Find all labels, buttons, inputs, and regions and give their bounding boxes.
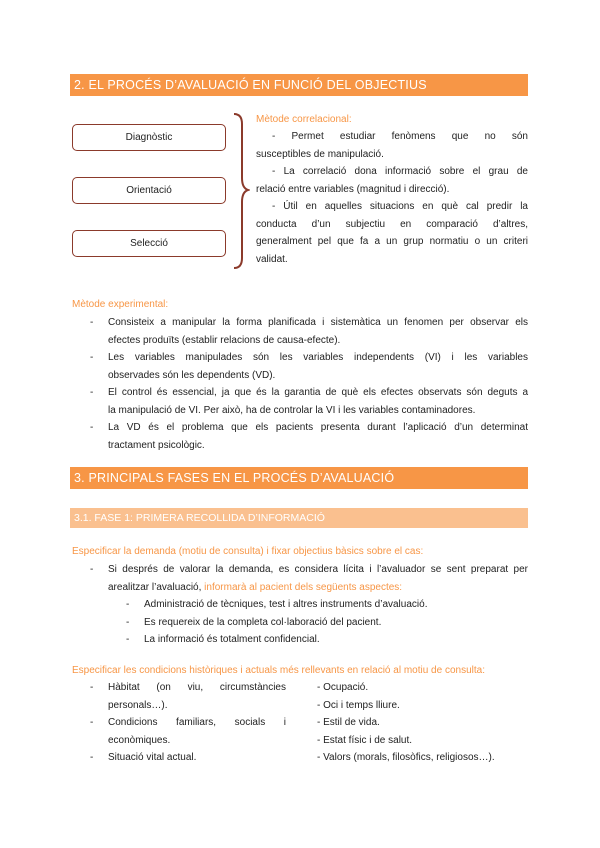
- correlational-line: susceptibles de manipulació.: [256, 148, 384, 160]
- list-item: [72, 419, 528, 454]
- phase-1-heading: 3.1. FASE 1: PRIMERA RECOLLIDA D’INFORMACIÓ: [70, 508, 528, 528]
- experimental-list: [72, 314, 528, 454]
- dash-bullet: -: [90, 564, 94, 575]
- box-orientation: Orientació: [72, 177, 226, 204]
- demand-block: [72, 561, 528, 649]
- list-item-line: efectes produïts (establir relacions de causa-efecte).: [108, 334, 341, 346]
- dash-bullet: -: [126, 599, 130, 610]
- dash-bullet: -: [126, 634, 130, 645]
- correlational-body: [256, 128, 528, 268]
- list-item-line: econòmiques.: [108, 734, 171, 746]
- correlational-line: - Permet estudiar fenòmens que no són: [272, 131, 528, 142]
- sub-list-item-text: La informació és totalment confidencial.: [144, 634, 320, 645]
- box-selection: Selecció: [72, 230, 226, 257]
- sub-list-item: [72, 631, 528, 649]
- list-item: [72, 561, 528, 596]
- list-item: [72, 714, 286, 749]
- list-item-line: El control és essencial, ja que és la garantia de què els efectes observats són deguts a: [108, 387, 528, 398]
- dash-bullet: -: [90, 352, 94, 363]
- list-item-line: observades són les dependents (VD).: [108, 369, 276, 381]
- list-item-line: Consisteix a manipular la forma planificada i sistemàtica un fenomen per observar els: [108, 317, 528, 328]
- conditions-left-list: [72, 679, 286, 767]
- list-item: [72, 679, 286, 714]
- list-item-line: Situació vital actual.: [108, 752, 197, 763]
- correlational-line: validat.: [256, 253, 288, 265]
- experimental-title: Mètode experimental:: [72, 299, 169, 310]
- list-item: [72, 384, 528, 419]
- demand-title: Especificar la demanda (motiu de consulta) i fixar objectius bàsics sobre el cas:: [72, 546, 424, 557]
- correlational-line: - Útil en aquelles situacions en què cal predir la: [272, 201, 528, 212]
- list-item-line: la manipulació de VI. Per això, ha de controlar la VI i les variables contaminadores.: [108, 404, 476, 416]
- dash-bullet: -: [90, 682, 94, 693]
- demand-line-highlight: informarà al pacient dels següents aspectes:: [204, 581, 403, 593]
- correlational-line: generalment pel que fa a un grup normatiu o un criteri: [256, 236, 528, 247]
- dash-bullet: -: [90, 422, 94, 433]
- conditions-right-list: [317, 679, 528, 767]
- list-item-line: personals…).: [108, 699, 168, 711]
- list-item: [72, 314, 528, 349]
- right-brace: [228, 112, 250, 272]
- list-item: - Estil de vida.: [317, 717, 380, 728]
- dash-bullet: -: [126, 616, 130, 628]
- correlational-line: - La correlació dona informació sobre el grau de: [272, 166, 528, 177]
- list-item: - Estat físic i de salut.: [317, 734, 413, 746]
- correlational-line: relació entre variables (magnitud i direcció).: [256, 183, 450, 195]
- list-item: - Valors (morals, filosòfics, religiosos…).: [317, 752, 495, 763]
- demand-line: Si després de valorar la demanda, es considera lícita i l’avaluador se sent preparat per: [108, 564, 528, 575]
- list-item: - Ocupació.: [317, 682, 369, 693]
- sub-list-item-text: Administració de tècniques, test i altres instruments d’avaluació.: [144, 599, 428, 610]
- correlational-line: conducta d’un subjectiu en comparació d’altres,: [256, 218, 528, 230]
- list-item: [72, 749, 286, 767]
- sub-list-item-text: Es requereix de la completa col·laboració del pacient.: [144, 616, 382, 628]
- list-item: [72, 349, 528, 384]
- list-item-line: Les variables manipulades són les variables independents (VI) i les variables: [108, 352, 528, 363]
- section-3-heading: 3. PRINCIPALS FASES EN EL PROCÉS D’AVALUACIÓ: [70, 467, 528, 489]
- list-item-line: tractament psicològic.: [108, 439, 205, 451]
- dash-bullet: -: [90, 317, 94, 328]
- conditions-title: Especificar les condicions històriques i actuals més rellevants en relació al motiu de consulta:: [72, 665, 485, 676]
- sub-list-item: [72, 596, 528, 614]
- demand-line-text: arealitzar l’avaluació,: [108, 581, 205, 593]
- dash-bullet: -: [90, 717, 94, 728]
- section-2-heading: 2. EL PROCÉS D’AVALUACIÓ EN FUNCIÓ DEL OBJECTIUS: [70, 74, 528, 96]
- list-item-line: La VD és el problema que els pacients presenta durant l’aplicació d’un determinat: [108, 422, 528, 433]
- dash-bullet: -: [90, 752, 94, 763]
- list-item-line: Hàbitat (on viu, circumstàncies: [108, 682, 286, 693]
- list-item-line: Condicions familiars, socials i: [108, 717, 286, 728]
- sub-list-item: [72, 614, 528, 632]
- dash-bullet: -: [90, 387, 94, 398]
- list-item: - Oci i temps lliure.: [317, 699, 400, 711]
- box-diagnostic: Diagnòstic: [72, 124, 226, 151]
- demand-line: [108, 579, 528, 597]
- correlational-title: Mètode correlacional:: [256, 114, 352, 125]
